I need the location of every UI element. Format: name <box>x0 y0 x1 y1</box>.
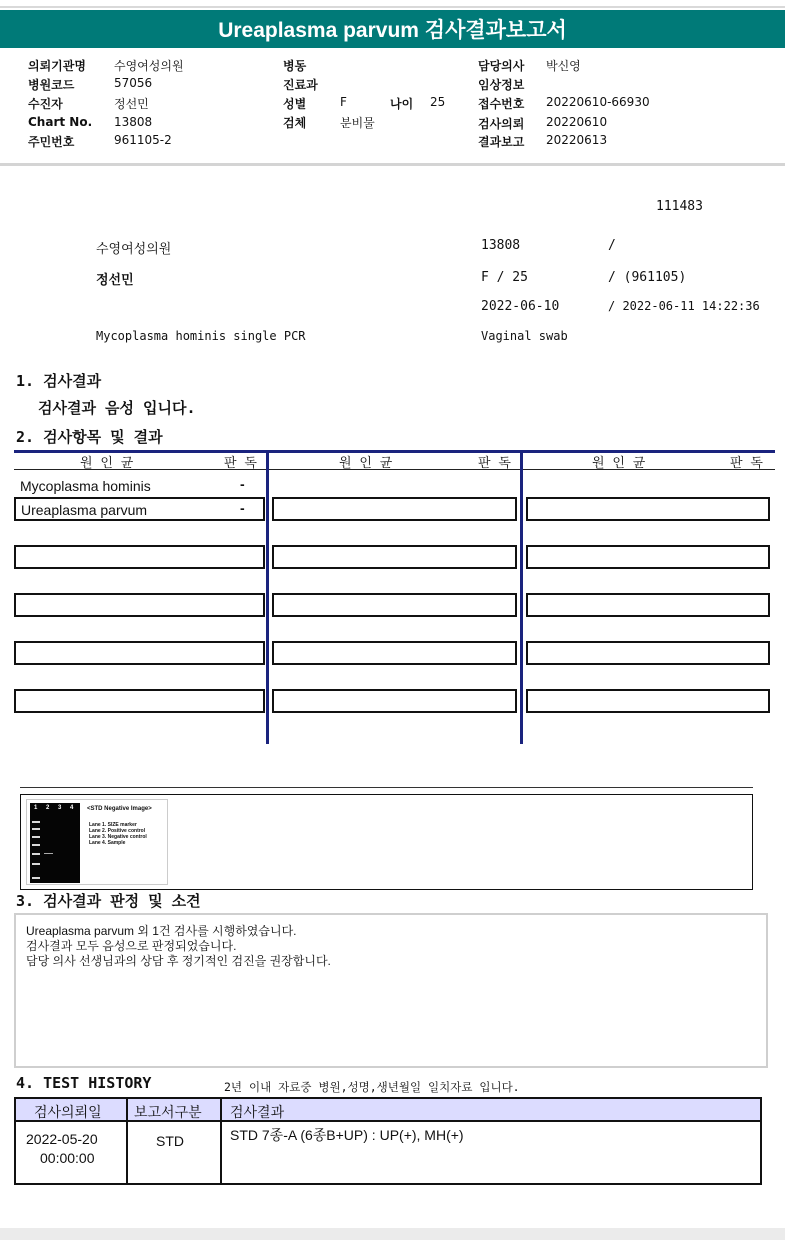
gel-lane-number: 2 <box>46 805 50 811</box>
history-date: 2022-05-20 <box>26 1131 98 1147</box>
resident-label: 주민번호 <box>28 135 75 149</box>
result-cell <box>272 689 517 713</box>
receipt-label: 접수번호 <box>478 97 525 111</box>
info-clinic: 수영여성의원 <box>96 242 172 257</box>
report-title-bar <box>0 10 785 48</box>
gel-legend-item: Lane 3. Negative control <box>89 834 147 840</box>
section3-title: 3. 검사결과 판정 및 소견 <box>16 892 201 910</box>
specimen-value: 분비물 <box>340 116 375 130</box>
gel-band <box>32 836 40 838</box>
footer-bar <box>0 1228 785 1240</box>
grid-column-divider <box>266 450 269 744</box>
pathogen-name: Ureaplasma parvum <box>21 502 148 518</box>
result-cell <box>272 593 517 617</box>
top-divider <box>0 6 785 8</box>
info-code: 111483 <box>656 199 703 214</box>
result-cell <box>526 593 770 617</box>
history-header-result: 검사결과 <box>230 1104 285 1120</box>
info-slash: / <box>608 238 616 253</box>
ward-label: 병동 <box>283 59 307 73</box>
age-label: 나이 <box>390 97 414 111</box>
pathogen-result: - <box>240 500 245 516</box>
history-result: STD 7종-A (6종B+UP) : UP(+), MH(+) <box>230 1127 464 1143</box>
info-test-name: Mycoplasma hominis single PCR <box>96 329 306 343</box>
gel-image <box>26 799 168 885</box>
gel-photo <box>30 803 80 883</box>
info-birth: / (961105) <box>608 270 687 285</box>
result-cell <box>526 497 770 521</box>
history-header-date: 검사의뢰일 <box>34 1104 102 1120</box>
history-time: 00:00:00 <box>40 1150 95 1166</box>
result-cell <box>526 689 770 713</box>
gel-band <box>32 853 40 855</box>
opinion-line: 검사결과 모두 음성으로 판정되었습니다. <box>26 939 237 953</box>
result-cell <box>14 689 265 713</box>
institution-value: 수영여성의원 <box>114 59 184 73</box>
info-patient-name: 정선민 <box>96 273 134 288</box>
result-cell <box>14 641 265 665</box>
section4-title: 4. TEST HISTORY <box>16 1074 152 1092</box>
gel-band <box>44 853 53 854</box>
opinion-box <box>14 913 768 1068</box>
info-chart: 13808 <box>481 238 521 253</box>
result-cell <box>272 497 517 521</box>
gel-band <box>32 828 40 830</box>
doctor-label: 담당의사 <box>478 59 525 73</box>
gel-lane-number: 3 <box>58 805 62 811</box>
gel-legend-item: Lane 1. SIZE marker <box>89 822 137 828</box>
col-header-pathogen: 원 인 균 <box>339 456 393 471</box>
request-label: 검사의뢰 <box>478 117 525 131</box>
history-note: 2년 이내 자료중 병원,성명,생년월일 일치자료 입니다. <box>224 1080 520 1094</box>
history-column-divider <box>220 1099 222 1183</box>
gel-band <box>32 821 40 823</box>
receipt-value: 20220610-66930 <box>546 95 650 109</box>
specimen-label: 검체 <box>283 116 307 130</box>
history-column-divider <box>126 1099 128 1183</box>
col-header-pathogen: 원 인 균 <box>80 456 134 471</box>
resident-value: 961105-2 <box>114 133 172 147</box>
report-title: Ureaplasma parvum 검사결과보고서 <box>218 19 567 42</box>
chart-label: Chart No. <box>28 115 93 129</box>
info-sex-age: F / 25 <box>481 270 528 285</box>
sex-label: 성별 <box>283 97 307 111</box>
result-cell <box>526 641 770 665</box>
hospital-code-label: 병원코드 <box>28 78 75 92</box>
result-cell <box>14 593 265 617</box>
col-header-judgement: 판 독 <box>730 456 763 471</box>
result-cell <box>272 545 517 569</box>
institution-label: 의뢰기관명 <box>28 59 86 73</box>
sex-value: F <box>340 95 347 109</box>
gel-band <box>32 863 40 865</box>
pathogen-name: Mycoplasma hominis <box>20 478 151 494</box>
gel-lane-number: 4 <box>70 805 74 811</box>
report-value: 20220613 <box>546 133 608 147</box>
grid-column-divider <box>520 450 523 744</box>
header-divider <box>0 163 785 166</box>
info-specimen: Vaginal swab <box>481 329 568 343</box>
patient-value: 정선민 <box>114 97 149 111</box>
col-header-judgement: 판 독 <box>224 456 257 471</box>
info-date-request: 2022-06-10 <box>481 299 560 314</box>
result-cell <box>272 641 517 665</box>
hospital-code-value: 57056 <box>114 76 153 90</box>
dept-label: 진료과 <box>283 78 318 92</box>
info-date-result: / 2022-06-11 14:22:36 <box>608 299 760 313</box>
age-value: 25 <box>430 95 446 109</box>
opinion-line: Ureaplasma parvum 외 1건 검사를 시행하였습니다. <box>26 924 297 938</box>
gel-legend-item: Lane 4. Sample <box>89 840 126 846</box>
report-label: 결과보고 <box>478 135 525 149</box>
section1-title: 1. 검사결과 <box>16 372 102 390</box>
gel-title: <STD Negative Image> <box>87 806 152 812</box>
request-value: 20220610 <box>546 115 608 129</box>
image-divider <box>20 787 753 788</box>
result-cell <box>14 545 265 569</box>
pathogen-result: - <box>240 476 245 492</box>
history-header-type: 보고서구분 <box>134 1104 202 1120</box>
chart-value: 13808 <box>114 115 153 129</box>
result-cell <box>526 545 770 569</box>
gel-band <box>32 844 40 846</box>
patient-label: 수진자 <box>28 97 63 111</box>
history-table <box>14 1097 762 1185</box>
section1-result: 검사결과 음성 입니다. <box>38 399 196 417</box>
section2-title: 2. 검사항목 및 결과 <box>16 428 163 446</box>
clinical-label: 임상정보 <box>478 78 525 92</box>
gel-band <box>32 877 40 879</box>
gel-lane-number: 1 <box>34 805 38 811</box>
opinion-line: 담당 의사 선생님과의 상담 후 정기적인 검진을 권장합니다. <box>26 954 331 968</box>
col-header-judgement: 판 독 <box>478 456 511 471</box>
history-type: STD <box>156 1133 184 1149</box>
col-header-pathogen: 원 인 균 <box>592 456 646 471</box>
gel-legend-item: Lane 2. Positive control <box>89 828 146 834</box>
doctor-value: 박신영 <box>546 59 581 73</box>
